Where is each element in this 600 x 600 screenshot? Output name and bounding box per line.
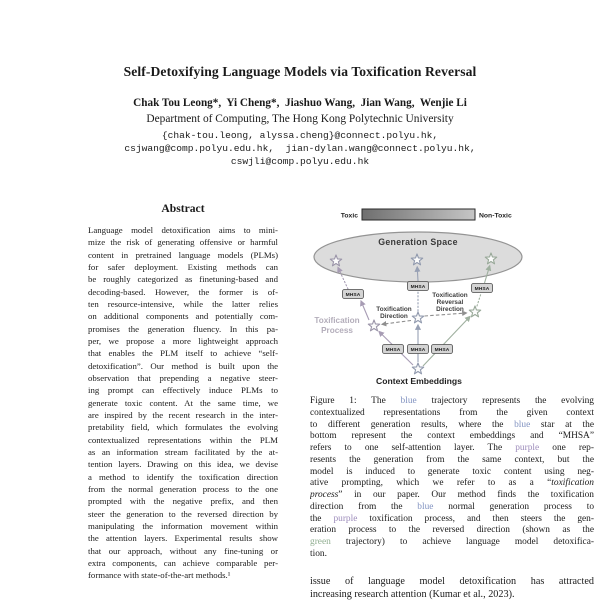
toxicity-gradient-bar [362,209,475,220]
color-word-purple: purple [515,443,540,453]
email-line: {chak-tou.leong, alyssa.cheng}@connect.polyu.hk, [161,130,439,141]
caption-text: Figure 1: The [310,396,401,406]
caption-line [310,478,594,490]
caption-text: trajectory) to achieve language model detoxifica- [330,537,594,547]
caption-line [310,431,594,443]
caption-text: trajectory represents the evolving [416,396,594,406]
abstract-line: for safer deployment. Existing methods can [88,261,278,272]
toxification-process-label: Toxification [314,316,360,325]
affiliation: Department of Computing, The Hong Kong Polytechnic University [146,113,454,125]
svg-text:Reversal: Reversal [436,299,464,306]
caption-line [310,549,594,561]
svg-text:MHSA: MHSA [410,348,426,353]
svg-text:Process: Process [321,326,353,335]
caption-text: refers to one self-attention layer. The [310,443,516,453]
caption-text: process [310,490,339,500]
abstract-line: be roughly categorized as finetuning-based and [88,274,278,285]
star-icon [469,306,480,317]
abstract-line: are inspired by the recent research in the inter- [88,409,278,420]
caption-line [310,420,594,432]
abstract-line: decoding-based. However, the former is of- [88,286,278,297]
caption-line [310,502,594,514]
caption-line [310,490,594,502]
body-line: issue of language model detoxification has attracted [310,576,594,587]
caption-text: toxification [551,478,594,489]
caption-text: bottom represent the context embeddings and “MHSA” [310,431,594,442]
abstract-line: promises the generation fluency. In this pa- [88,323,278,334]
authors-line: Chak Tou Leong*, Yi Cheng*, Jiashuo Wang, Jian Wang, Wenjie Li [133,97,467,109]
caption-line [310,396,594,408]
caption-text: direction from the [310,501,418,512]
caption-text: eration process to the reversed direction (shown as the [310,525,594,536]
abstract-line: from the normal generation process to the one [88,483,278,494]
color-word-green: green [310,537,331,547]
abstract-line: pretability field, which formulates the evolving [88,422,278,433]
caption-text: model is induced to generate toxic content using neg- [310,466,594,477]
caption-text: ” in our paper. Our method finds the toxification [338,490,594,500]
caption-text: normal generation process to [433,501,594,512]
caption-line [310,408,594,420]
color-word-blue: blue [400,396,417,406]
caption-text: the [310,513,334,524]
color-word-blue: blue [514,419,531,430]
body-line: increasing research attention (Kumar et al., 2023). [310,588,515,600]
caption-line [310,467,594,479]
toxification-reversal-label: Toxification [432,292,468,299]
caption-text: one rep- [539,443,594,453]
abstract-line: on additional components and potentially com- [88,311,278,322]
generation-space-label: Generation Space [378,237,458,247]
abstract-line: as an information stream facilitated by the at- [88,446,278,457]
color-word-blue: blue [417,501,434,512]
abstract-line: ing prompt can effectively induce PLMs to [88,385,278,396]
context-embeddings-label: Context Embeddings [376,376,462,386]
caption-text: toxification process, and then steers the gen- [357,513,594,524]
svg-text:Direction: Direction [380,313,408,320]
svg-text:MHSA: MHSA [410,285,426,290]
caption-line [310,455,594,467]
abstract-line: manipulating the information movement within [88,520,278,531]
abstract-line: generate toxic content. At the same time, we [88,397,278,408]
color-word-purple: purple [333,513,358,524]
toxification-direction-arrow [382,321,411,325]
caption-text: resents the generation from the same context, but the [310,454,594,465]
abstract-line: steer the generation to the reversed direction by [88,508,278,519]
toxification-direction-label: Toxification [376,306,412,313]
figure-1-diagram [310,205,600,390]
caption-line [310,443,594,455]
star-icon [412,312,423,323]
non-toxic-label: Non-Toxic [479,212,512,220]
toxic-label: Toxic [340,212,358,220]
abstract-line: Language model detoxification aims to mini- [88,225,278,235]
abstract-line: tention layers. Drawing on this idea, we devise [88,459,278,470]
svg-text:Direction: Direction [436,306,464,313]
abstract-line: that enables the PLM itself to achieve “self- [88,348,278,359]
abstract-line: formance with state-of-the-art methods.¹ [88,570,231,581]
star-icon [368,320,379,331]
abstract-line: extra components, can achieve comparable per- [88,557,278,568]
figure-caption [310,396,594,561]
svg-text:MHSA: MHSA [474,287,490,292]
abstract-line: prompted with the negative prefix, and then [88,496,278,507]
abstract-line: per, we propose a more lightweight approach [88,335,278,346]
abstract-line: that our approach, without any fine-tuning or [88,545,278,556]
star-icon [412,363,423,374]
abstract-line: content in pretrained language models (PLMs) [88,249,278,260]
email-block [0,129,600,168]
abstract-line: contextualized representations within the PLM [88,434,278,445]
caption-text: ative prompting, which we refer to as a “ [310,478,552,489]
caption-line [310,537,594,549]
svg-text:MHSA: MHSA [345,293,361,298]
caption-text: tion. [310,548,327,559]
caption-line [310,525,594,537]
abstract-line: a method to identify the toxification direction [88,471,278,482]
caption-text: star at the [530,419,594,430]
abstract-line: observation that prepending a negative steer- [88,372,278,383]
caption-line [310,514,594,526]
body-paragraph [310,576,594,600]
caption-text: to different generation results, where the [310,419,515,430]
toxification-reversal-arrow [425,313,467,316]
caption-text: contextualized representations from the given context [310,407,594,418]
svg-text:MHSA: MHSA [434,348,450,353]
abstract-text [88,224,278,582]
svg-text:MHSA: MHSA [385,348,401,353]
abstract-line: detoxification”. Our method is built upon the [88,360,278,371]
abstract-line: mize the risk of generating offensive or harmful [88,237,278,248]
abstract-line: ten resource-intensive, while the latter relies [88,298,278,309]
abstract-line: the attention layers. Experimental results show [88,533,278,544]
abstract-heading: Abstract [161,202,205,215]
email-line: cswjli@comp.polyu.edu.hk [230,156,370,167]
paper-title: Self-Detoxifying Language Models via Toxification Reversal [123,64,477,79]
email-line: csjwang@comp.polyu.edu.hk, jian-dylan.wang@connect.polyu.hk, [124,143,476,154]
